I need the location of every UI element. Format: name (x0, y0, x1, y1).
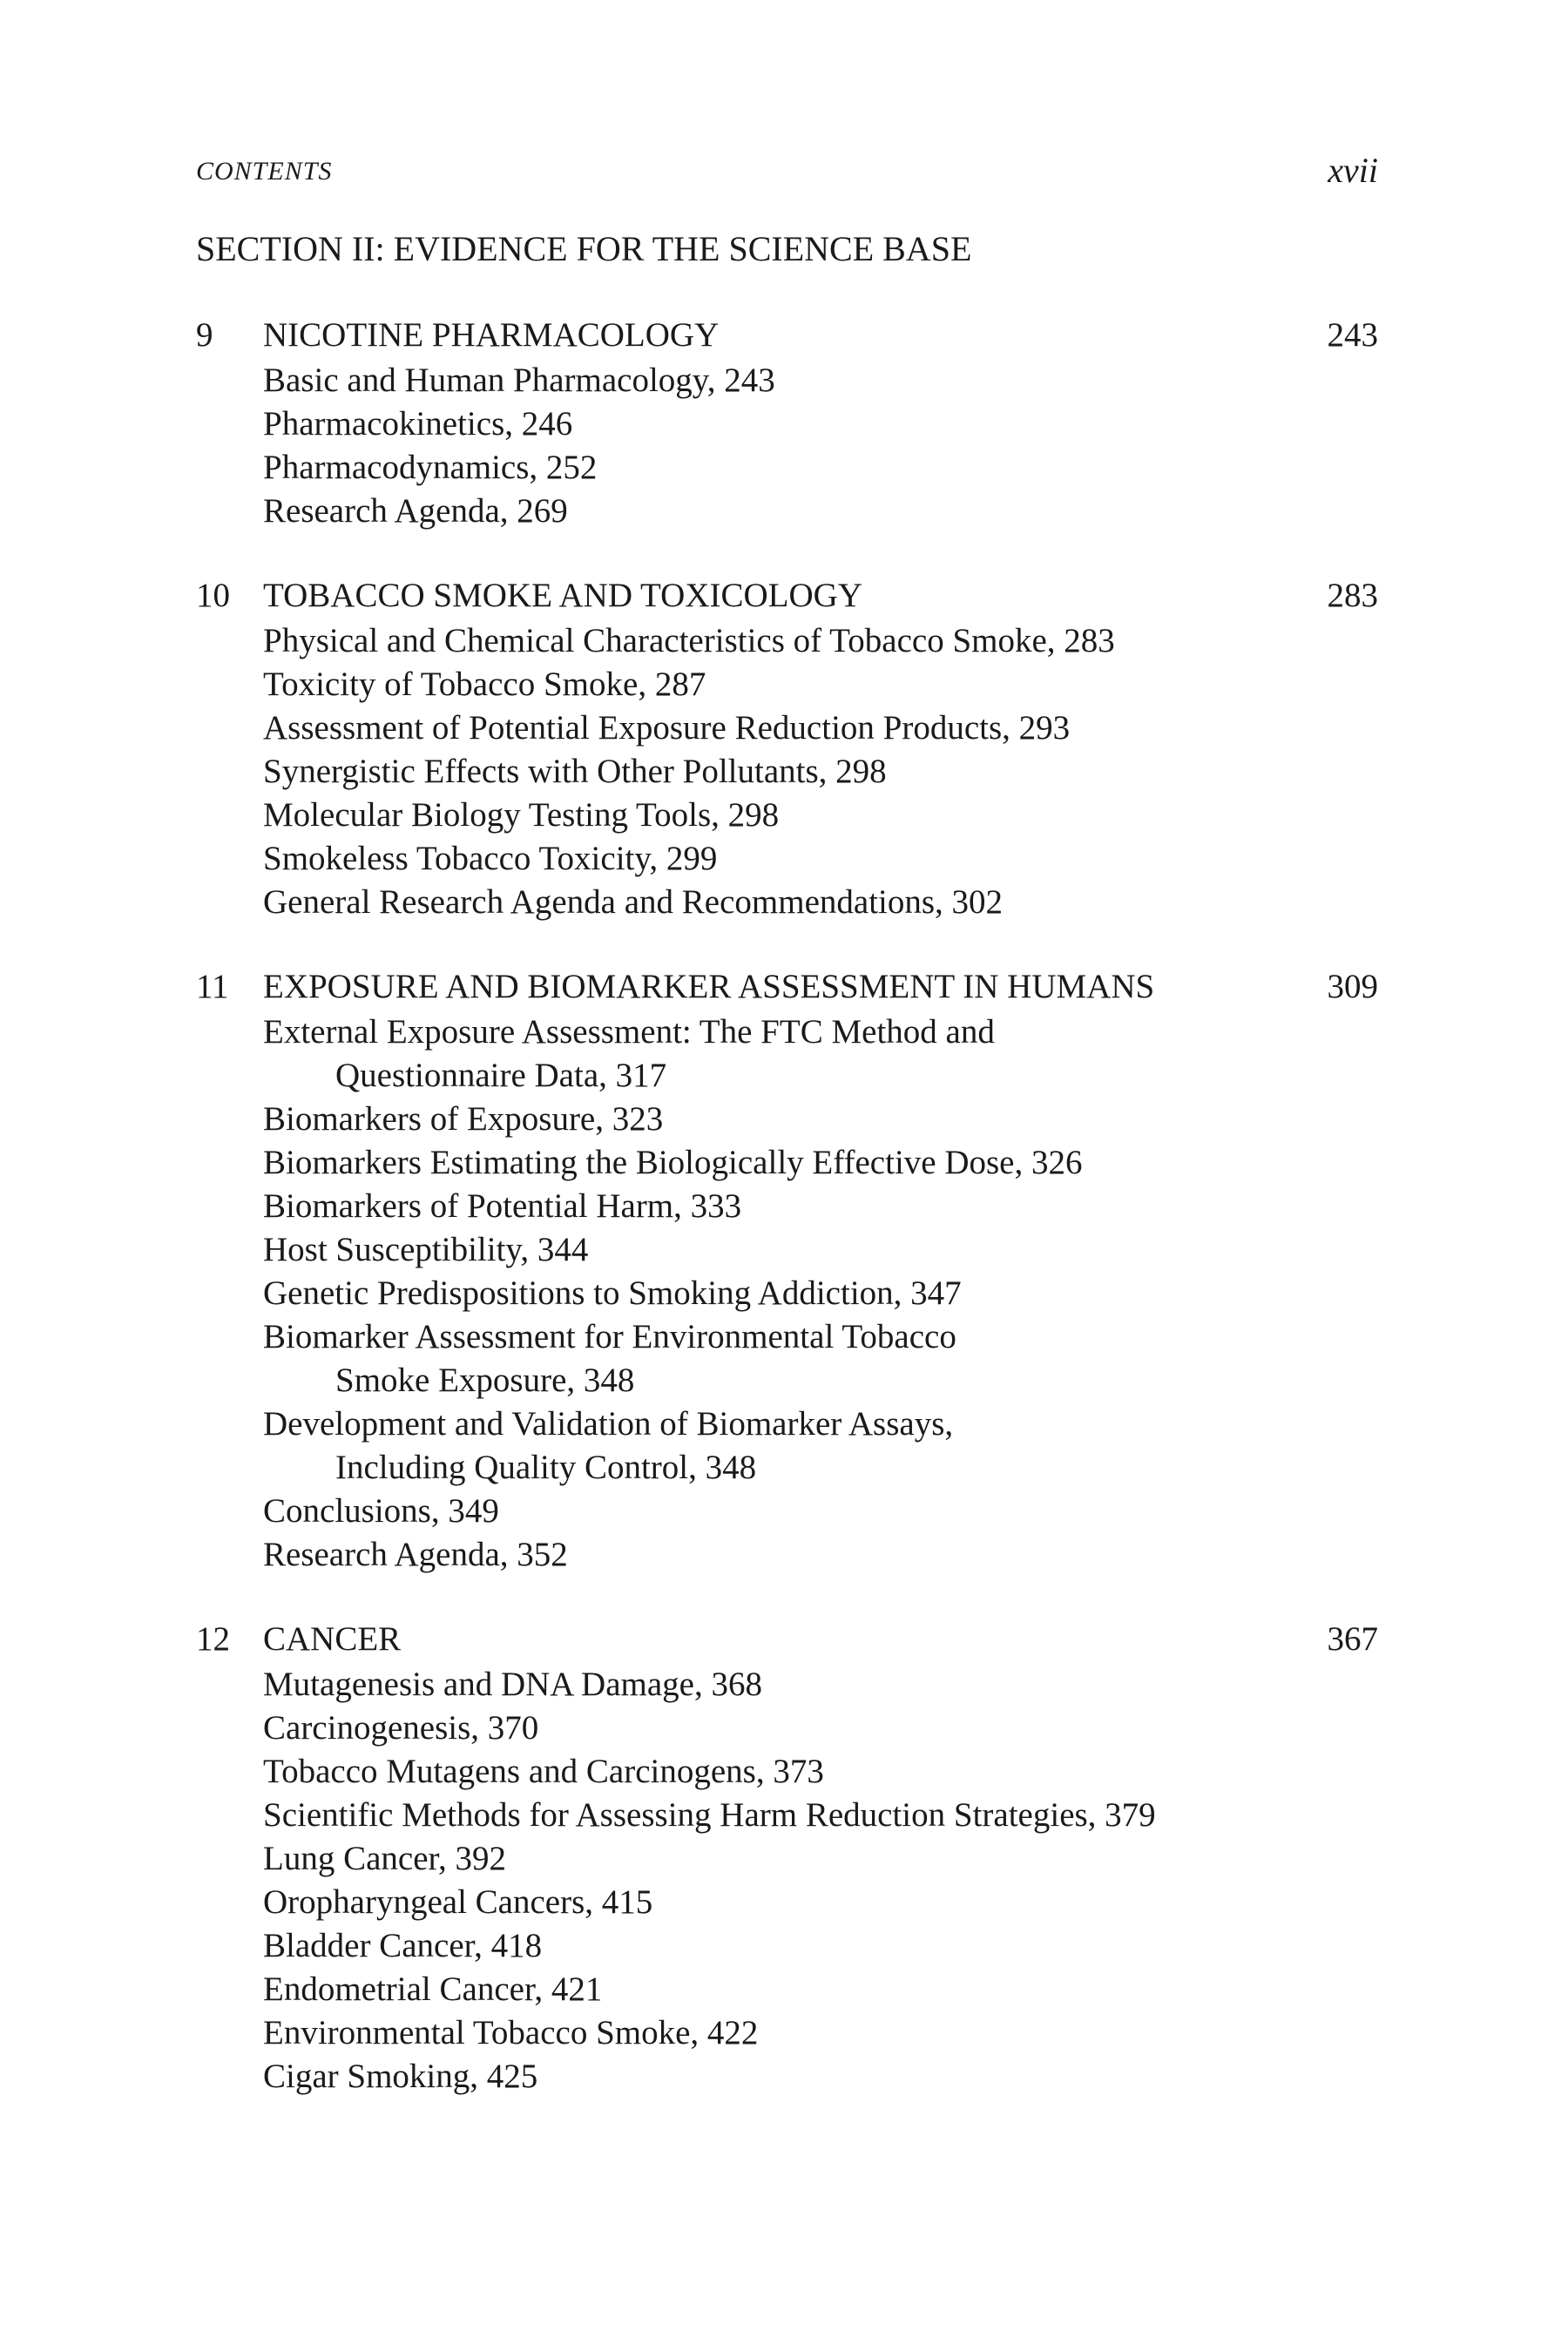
toc-entry[interactable] (263, 1663, 1378, 1707)
toc-entry-text: Physical and Chemical Characteristics of Tobacco Smoke, 283 (263, 622, 1115, 659)
toc-entry[interactable] (263, 1272, 1378, 1315)
toc-entry-text: Smokeless Tobacco Toxicity, 299 (263, 840, 718, 877)
toc-entry[interactable] (263, 359, 1378, 402)
toc-entry[interactable] (263, 1837, 1378, 1881)
toc-entry[interactable] (263, 1315, 1378, 1402)
toc-entry[interactable] (263, 1228, 1378, 1272)
toc-entry-text: Basic and Human Pharmacology, 243 (263, 362, 775, 399)
running-head (196, 150, 1378, 193)
chapter-10 (196, 576, 1378, 924)
toc-entry[interactable] (263, 490, 1378, 533)
chapter-heading (196, 967, 1378, 1010)
chapter-title[interactable]: NICOTINE PHARMACOLOGY (263, 316, 720, 354)
toc-entry[interactable] (263, 1185, 1378, 1228)
chapter-number: 9 (196, 316, 213, 354)
chapter-page-number: 367 (1327, 1620, 1378, 1658)
toc-entry[interactable] (263, 1881, 1378, 1924)
chapter-list (196, 315, 1378, 2141)
toc-entry-text: Development and Validation of Biomarker Assays, (263, 1405, 954, 1443)
toc-entry[interactable] (263, 1098, 1378, 1141)
chapter-heading (196, 315, 1378, 359)
toc-entry[interactable] (263, 1794, 1378, 1837)
toc-entry-continuation: Questionnaire Data, 317 (335, 1057, 667, 1094)
running-head-title: CONTENTS (196, 157, 333, 186)
toc-entry-text: Bladder Cancer, 418 (263, 1927, 543, 1964)
toc-entry[interactable] (263, 837, 1378, 881)
toc-entry-text: Oropharyngeal Cancers, 415 (263, 1883, 653, 1921)
chapter-11 (196, 967, 1378, 1577)
toc-entry-text: Endometrial Cancer, 421 (263, 1970, 603, 2008)
chapter-title[interactable]: CANCER (263, 1620, 402, 1658)
toc-entry-text: Synergistic Effects with Other Pollutants, 298 (263, 753, 887, 790)
toc-entry-text: Molecular Biology Testing Tools, 298 (263, 796, 780, 834)
toc-entry-continuation: Smoke Exposure, 348 (335, 1362, 635, 1399)
toc-entry[interactable] (263, 881, 1378, 924)
toc-entry-continuation: Including Quality Control, 348 (335, 1449, 757, 1486)
toc-entry[interactable] (263, 1490, 1378, 1533)
toc-entry[interactable] (263, 619, 1378, 663)
toc-entry-text: General Research Agenda and Recommendations, 302 (263, 883, 1004, 921)
chapter-page-number: 309 (1327, 968, 1378, 1005)
entry-list (196, 619, 1378, 924)
toc-entry[interactable] (263, 1402, 1378, 1490)
toc-entry[interactable] (263, 2055, 1378, 2099)
toc-entry-text: Research Agenda, 269 (263, 492, 568, 530)
chapter-12 (196, 1619, 1378, 2099)
toc-entry-text: Pharmacodynamics, 252 (263, 449, 598, 486)
chapter-title[interactable]: TOBACCO SMOKE AND TOXICOLOGY (263, 577, 862, 614)
toc-entry-text: Biomarkers of Potential Harm, 333 (263, 1187, 742, 1225)
toc-entry-text: Conclusions, 349 (263, 1492, 499, 1530)
chapter-page-number: 243 (1327, 316, 1378, 354)
toc-entry[interactable] (263, 1750, 1378, 1794)
toc-entry-text: Carcinogenesis, 370 (263, 1709, 539, 1747)
toc-entry-text: Biomarkers Estimating the Biologically Effective Dose, 326 (263, 1144, 1083, 1181)
toc-entry-text: Toxicity of Tobacco Smoke, 287 (263, 666, 706, 703)
chapter-number: 12 (196, 1620, 230, 1658)
toc-entry-text: Tobacco Mutagens and Carcinogens, 373 (263, 1753, 824, 1790)
toc-entry[interactable] (263, 750, 1378, 794)
toc-entry-text: Host Susceptibility, 344 (263, 1231, 589, 1268)
toc-entry[interactable] (263, 2011, 1378, 2055)
toc-entry[interactable] (263, 1010, 1378, 1098)
toc-entry-text: External Exposure Assessment: The FTC Method and (263, 1013, 995, 1051)
toc-entry[interactable] (263, 402, 1378, 446)
section-title: SECTION II: EVIDENCE FOR THE SCIENCE BASE (196, 229, 972, 268)
chapter-number: 11 (196, 968, 229, 1005)
toc-entry[interactable] (263, 1968, 1378, 2011)
toc-entry[interactable] (263, 794, 1378, 837)
toc-entry-text: Scientific Methods for Assessing Harm Reduction Strategies, 379 (263, 1796, 1156, 1834)
toc-entry-text: Biomarkers of Exposure, 323 (263, 1100, 664, 1138)
entry-list (196, 1010, 1378, 1577)
toc-entry-text: Cigar Smoking, 425 (263, 2058, 538, 2095)
toc-entry[interactable] (263, 663, 1378, 706)
toc-entry-text: Environmental Tobacco Smoke, 422 (263, 2014, 759, 2051)
toc-entry[interactable] (263, 446, 1378, 490)
entry-list (196, 359, 1378, 533)
chapter-page-number: 283 (1327, 577, 1378, 614)
toc-entry-text: Mutagenesis and DNA Damage, 368 (263, 1666, 762, 1703)
toc-entry-text: Assessment of Potential Exposure Reduction Products, 293 (263, 709, 1071, 747)
toc-entry[interactable] (263, 1141, 1378, 1185)
chapter-title[interactable]: EXPOSURE AND BIOMARKER ASSESSMENT IN HUMANS (263, 968, 1155, 1005)
page-number: xvii (1328, 151, 1378, 190)
toc-entry-text: Research Agenda, 352 (263, 1536, 568, 1573)
toc-entry-text: Pharmacokinetics, 246 (263, 405, 573, 443)
toc-entry-text: Lung Cancer, 392 (263, 1840, 506, 1877)
chapter-9 (196, 315, 1378, 533)
toc-entry[interactable] (263, 1533, 1378, 1577)
toc-entry-text: Biomarker Assessment for Environmental Tobacco (263, 1318, 956, 1355)
entry-list (196, 1663, 1378, 2099)
toc-entry[interactable] (263, 1924, 1378, 1968)
toc-entry[interactable] (263, 1707, 1378, 1750)
chapter-heading (196, 576, 1378, 619)
chapter-number: 10 (196, 577, 230, 614)
chapter-heading (196, 1619, 1378, 1663)
toc-entry[interactable] (263, 706, 1378, 750)
toc-entry-text: Genetic Predispositions to Smoking Addiction, 347 (263, 1274, 962, 1312)
